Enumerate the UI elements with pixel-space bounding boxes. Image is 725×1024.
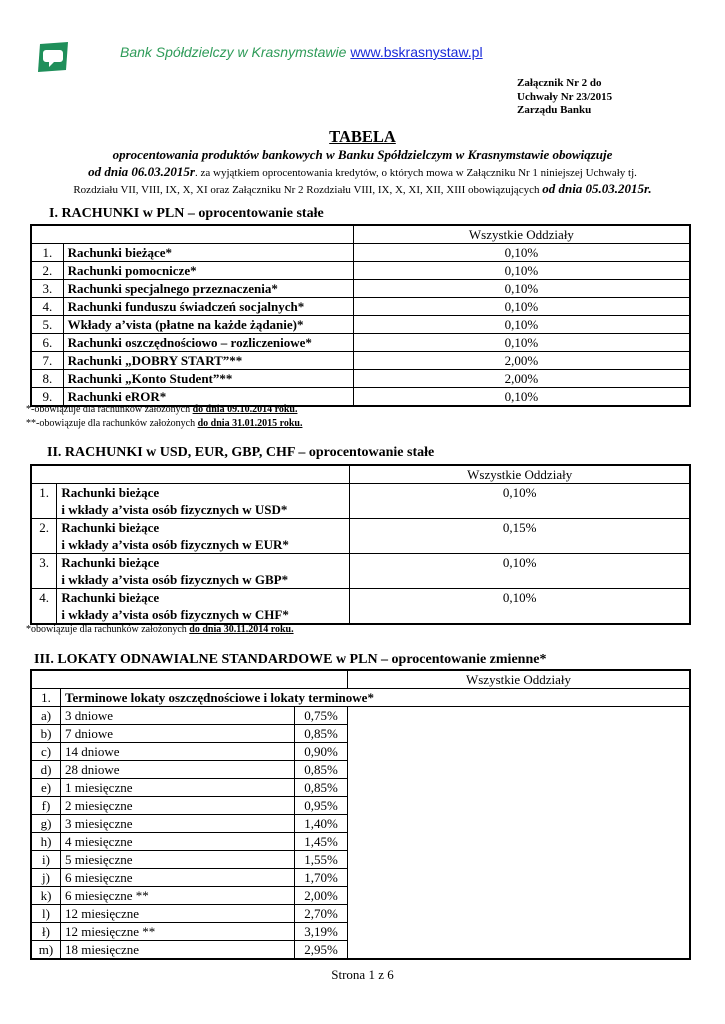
table-header-row [31,225,690,244]
table-row [31,707,690,725]
row-letter: c) [31,743,61,761]
section-3-table [30,669,691,960]
table-row [31,923,690,941]
interest-rate: 0,10% [353,388,690,407]
deposit-term: 4 miesięczne [61,833,295,851]
interest-rate: 0,90% [295,743,348,761]
bank-name: Bank Spółdzielczy w Krasnymstawie [120,44,347,60]
interest-rate: 0,10% [353,280,690,298]
interest-rate: 1,55% [295,851,348,869]
table-row [31,833,690,851]
table-row [31,334,690,352]
deposit-term: 2 miesięczne [61,797,295,815]
row-letter: f) [31,797,61,815]
table-header-row [31,670,690,689]
deposit-term: 12 miesięczne ** [61,923,295,941]
table-row [31,589,690,625]
account-name: Wkłady a’vista (płatne na każde żądanie)* [63,316,353,334]
table-row [31,725,690,743]
account-name: Rachunki bieżące* [63,244,353,262]
attachment-note [517,77,612,118]
section-1-heading: I. RACHUNKI w PLN – oprocentowanie stałe [49,206,324,221]
interest-rate: 0,10% [353,316,690,334]
table-row [31,851,690,869]
table-row [31,797,690,815]
account-name-line-2: i wkłady a’vista osób fizycznych w USD* [61,502,288,517]
deposit-term: 6 miesięczne ** [61,887,295,905]
deposit-term: 3 dniowe [61,707,295,725]
row-number: 6. [31,334,63,352]
row-number: 4. [31,589,57,625]
row-number: 7. [31,352,63,370]
table-row [31,554,690,589]
attachment-line: Uchwały Nr 23/2015 [517,90,613,103]
note-date: do dnia 30.11.2014 roku. [189,624,294,635]
section-2-heading: II. RACHUNKI w USD, EUR, GBP, CHF – oprocentowanie stałe [47,445,435,460]
row-number: 2. [31,262,63,280]
blank-header-cell [31,670,348,689]
deposit-term: 6 miesięczne [61,869,295,887]
page-number: Strona 1 z 6 [331,967,394,982]
interest-rate: 2,95% [295,941,348,960]
interest-rate: 0,85% [295,761,348,779]
account-name: Rachunki funduszu świadczeń socjalnych* [63,298,353,316]
deposit-term: 3 miesięczne [61,815,295,833]
interest-rate: 0,10% [350,484,690,519]
deposit-term: 28 dniowe [61,761,295,779]
letterhead [34,38,694,74]
table-row [31,869,690,887]
interest-rate: 0,10% [350,589,690,625]
exception-date: od dnia 05.03.2015r. [542,181,652,196]
row-letter: b) [31,725,61,743]
row-number: 3. [31,280,63,298]
row-letter: e) [31,779,61,797]
note-text: *obowiązuje dla rachunków założonych [26,624,190,635]
table-row [31,298,690,316]
table-row [31,484,690,519]
interest-rate: 0,10% [353,298,690,316]
account-name [57,589,350,625]
row-number: 5. [31,316,63,334]
account-name [57,484,350,519]
table-row [31,280,690,298]
table-header-row [31,465,690,484]
table-row [31,743,690,761]
table-row [31,779,690,797]
bank-name-line [120,44,483,60]
interest-rate: 0,10% [353,244,690,262]
note-text: *-obowiązuje dla rachunków założonych [26,404,193,415]
group-row [31,689,690,707]
interest-rate: 0,15% [350,519,690,554]
account-name-line-1: Rachunki bieżące [61,485,160,500]
interest-rate: 2,00% [353,370,690,388]
blank-header-cell [31,225,353,244]
row-letter: m) [31,941,61,960]
account-name-line-1: Rachunki bieżące [61,590,160,605]
interest-rate: 2,00% [295,887,348,905]
section-1-note-1 [26,404,297,415]
interest-rate: 0,85% [295,779,348,797]
bank-logo-icon [36,42,70,72]
row-letter: i) [31,851,61,869]
group-title: Terminowe lokaty oszczędnościowe i lokaty terminowe* [61,689,691,707]
section-3-heading: III. LOKATY ODNAWIALNE STANDARDOWE w PLN – oprocentowanie zmienne* [34,652,547,667]
deposit-term: 5 miesięczne [61,851,295,869]
document-subtitle: oprocentowania produktów bankowych w Banku Spółdzielczym w Krasnymstawie obowiązuje [112,147,613,162]
exception-text: Rozdziału VII, VIII, IX, X, XI oraz Załączniku Nr 2 Rozdziału VIII, IX, X, XI, XII, XIII obowiązujących [73,184,543,196]
account-name: Rachunki specjalnego przeznaczenia* [63,280,353,298]
account-name: Rachunki „DOBRY START”** [63,352,353,370]
account-name-line-2: i wkłady a’vista osób fizycznych w GBP* [61,572,289,587]
account-name: Rachunki oszczędnościowo – rozliczeniowe* [63,334,353,352]
account-name: Rachunki „Konto Student”** [63,370,353,388]
row-letter: a) [31,707,61,725]
attachment-line: Zarządu Banku [517,104,592,116]
row-letter: g) [31,815,61,833]
interest-rate: 0,85% [295,725,348,743]
interest-rate: 1,40% [295,815,348,833]
interest-rate: 1,70% [295,869,348,887]
deposit-term: 18 miesięczne [61,941,295,960]
note-text: **-obowiązuje dla rachunków założonych [26,418,198,429]
account-name-line-2: i wkłady a’vista osób fizycznych w CHF* [61,607,289,622]
section-1-note-2 [26,418,302,429]
account-name-line-1: Rachunki bieżące [61,520,160,535]
exception-line [0,181,725,197]
section-2-note [26,624,294,635]
deposit-term: 1 miesięczne [61,779,295,797]
interest-rate: 0,10% [353,262,690,280]
column-header: Wszystkie Oddziały [353,225,690,244]
interest-rate: 0,75% [295,707,348,725]
row-number: 1. [31,244,63,262]
account-name: Rachunki eROR* [63,388,353,407]
row-letter: ł) [31,923,61,941]
deposit-term: 12 miesięczne [61,905,295,923]
row-letter: h) [31,833,61,851]
group-number: 1. [31,689,61,707]
effective-date-text: . za wyjątkiem oprocentowania kredytów, o których mowa w Załączniku Nr 1 niniejszej Uchwały tj. [195,167,637,179]
interest-rate: 1,45% [295,833,348,851]
effective-date: od dnia 06.03.2015r [88,164,195,179]
note-date: do dnia 09.10.2014 roku. [192,404,298,415]
row-letter: l) [31,905,61,923]
account-name-line-1: Rachunki bieżące [61,555,160,570]
table-row [31,352,690,370]
table-row [31,761,690,779]
blank-header-cell [31,465,350,484]
attachment-line: Załącznik Nr 2 do [517,77,602,89]
account-name-line-2: i wkłady a’vista osób fizycznych w EUR* [61,537,289,552]
row-number: 8. [31,370,63,388]
column-header: Wszystkie Oddziały [348,670,691,689]
interest-rate: 2,00% [353,352,690,370]
interest-rate: 2,70% [295,905,348,923]
table-row [31,244,690,262]
effective-date-line [0,164,725,180]
interest-rate: 0,95% [295,797,348,815]
section-2-table [30,464,691,625]
row-number: 3. [31,554,57,589]
account-name [57,519,350,554]
row-letter: j) [31,869,61,887]
deposit-term: 14 dniowe [61,743,295,761]
document-title: TABELA [329,127,396,146]
row-number: 2. [31,519,57,554]
table-row [31,941,690,960]
table-row [31,370,690,388]
row-letter: d) [31,761,61,779]
section-1-table [30,224,691,407]
table-row [31,262,690,280]
interest-rate: 0,10% [350,554,690,589]
deposit-term: 7 dniowe [61,725,295,743]
account-name: Rachunki pomocnicze* [63,262,353,280]
table-row [31,905,690,923]
table-row [31,815,690,833]
interest-rate: 3,19% [295,923,348,941]
account-name [57,554,350,589]
table-row [31,887,690,905]
row-number: 1. [31,484,57,519]
interest-rate: 0,10% [353,334,690,352]
column-header: Wszystkie Oddziały [350,465,690,484]
table-row [31,519,690,554]
row-number: 9. [31,388,63,407]
row-number: 4. [31,298,63,316]
row-letter: k) [31,887,61,905]
note-date: do dnia 31.01.2015 roku. [197,418,303,429]
bank-website-link[interactable]: www.bskrasnystaw.pl [350,44,483,60]
table-row [31,316,690,334]
